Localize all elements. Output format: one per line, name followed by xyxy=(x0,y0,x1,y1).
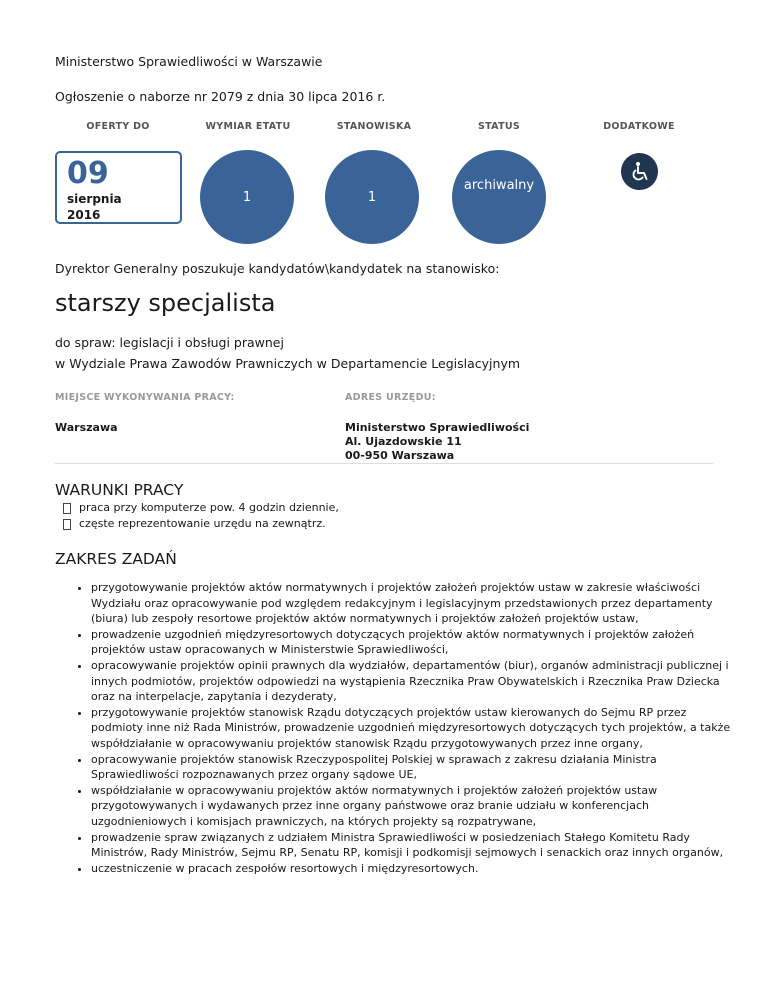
workload-value: 1 xyxy=(242,189,252,205)
header-extra: DODATKOWE xyxy=(603,121,675,132)
header-workload: WYMIAR ETATU xyxy=(205,121,291,132)
job-intro: Dyrektor Generalny poszukuje kandydatów\kandydatek na stanowisko: xyxy=(55,261,500,276)
list-item: częste reprezentowanie urzędu na zewnątrz. xyxy=(63,516,339,532)
bullet-box-icon xyxy=(63,503,71,514)
list-item: • prowadzenie uzgodnień międzyresortowych dotyczących projektów aktów normatywnych i projektów założeń projektów ustaw opracowanych w Ministerstwie Sprawiedliwości, xyxy=(91,627,731,658)
place-label: MIEJSCE WYKONYWANIA PRACY: xyxy=(55,392,235,403)
conditions-list xyxy=(63,500,339,532)
job-title: starszy specjalista xyxy=(55,289,276,317)
list-item: • uczestniczenie w pracach zespołów resortowych i międzyresortowych. xyxy=(91,861,731,877)
divider xyxy=(55,463,713,464)
address-line: Ministerstwo Sprawiedliwości xyxy=(345,421,530,434)
conditions-title: WARUNKI PRACY xyxy=(55,481,184,499)
institution-name: Ministerstwo Sprawiedliwości w Warszawie xyxy=(55,54,323,69)
list-item: praca przy komputerze pow. 4 godzin dziennie, xyxy=(63,500,339,516)
workload-circle xyxy=(200,150,294,244)
deadline-date-box xyxy=(55,151,182,224)
positions-value: 1 xyxy=(367,189,377,205)
office-address xyxy=(345,421,529,463)
list-item: • prowadzenie spraw związanych z udziałem Ministra Sprawiedliwości w posiedzeniach Stałego Komitetu Rady Ministrów, Rady Ministrów, Sejmu RP, Senatu RP, komisji i podkomisji sejmowych i senackich oraz innych organów, xyxy=(91,830,731,861)
list-item: • przygotowywanie projektów stanowisk Rządu dotyczących projektów ustaw kierowanych do Sejmu RP przez podmioty inne niż Rada Ministrów, prowadzenie uzgodnień międzyresortowych dotyczących tych projektów, a także współdziałanie w opracowywaniu projektów stanowisk Rządu przygotowywanych przez inne organy, xyxy=(91,705,731,752)
tasks-title: ZAKRES ZADAŃ xyxy=(55,550,177,568)
deadline-year: 2016 xyxy=(67,208,101,222)
address-line: 00-950 Warszawa xyxy=(345,449,455,462)
bullet-box-icon xyxy=(63,519,71,530)
header-status: STATUS xyxy=(477,121,521,132)
status-circle xyxy=(452,150,546,244)
job-subtitle-department: w Wydziale Prawa Zawodów Prawniczych w Departamencie Legislacyjnym xyxy=(55,356,521,371)
deadline-month: sierpnia xyxy=(67,192,122,206)
address-line: Al. Ujazdowskie 11 xyxy=(345,435,462,448)
address-label: ADRES URZĘDU: xyxy=(345,392,436,403)
status-value: archiwalny xyxy=(463,178,535,193)
header-positions: STANOWISKA xyxy=(336,121,412,132)
header-deadline: OFERTY DO xyxy=(86,121,150,132)
list-item: • współdziałanie w opracowywaniu projektów aktów normatywnych i projektów założeń projektów ustaw przygotowywanych i wydawanych przez inne organy państwowe oraz branie udziału w konferencjach uzgodnieniowych i komisjach prawniczych, na których projekty są rozpatrywane, xyxy=(91,783,731,830)
announcement-number: Ogłoszenie o naborze nr 2079 z dnia 30 lipca 2016 r. xyxy=(55,89,386,104)
place-value: Warszawa xyxy=(55,421,118,434)
list-item: • opracowywanie projektów opinii prawnych dla wydziałów, departamentów (biur), organów administracji publicznej i innych podmiotów, projektów odpowiedzi na wystąpienia Rzecznika Praw Obywatelskich i Rzecznika Praw Dziecka oraz na interpelacje, zapytania i dezyderaty, xyxy=(91,658,731,705)
wheelchair-icon xyxy=(621,153,658,190)
tasks-list xyxy=(71,580,731,876)
job-subtitle-scope: do spraw: legislacji i obsługi prawnej xyxy=(55,335,284,350)
positions-circle xyxy=(325,150,419,244)
list-item: • przygotowywanie projektów aktów normatywnych i projektów założeń projektów ustaw w zakresie właściwości Wydziału oraz opracowywanie pod względem redakcyjnym i legislacyjnym przedstawionych przez departamenty (biura) lub zespoły resortowe projektów aktów normatywnych i projektów założeń projektów ustaw, xyxy=(91,580,731,627)
list-item: • opracowywanie projektów stanowisk Rzeczypospolitej Polskiej w sprawach z zakresu działania Ministra Sprawiedliwości rozpoznawanych przez organy sądowe UE, xyxy=(91,752,731,783)
deadline-day: 09 xyxy=(67,156,109,191)
